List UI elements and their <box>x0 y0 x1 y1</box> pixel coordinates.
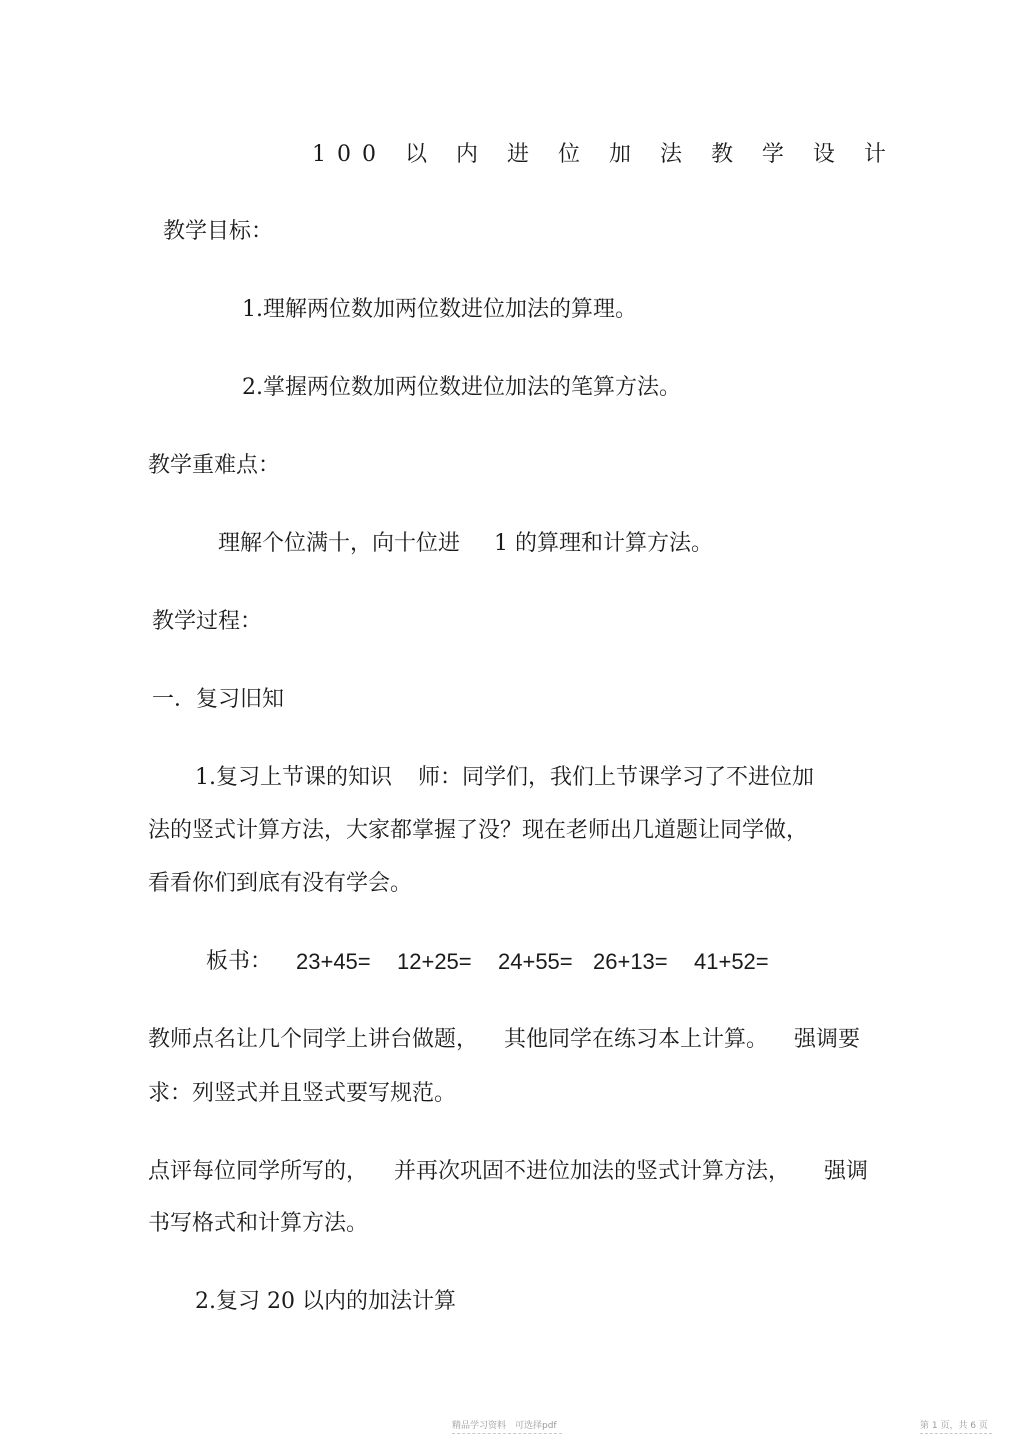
key-points-text-b: 1 的算理和计算方法。 <box>494 531 714 556</box>
footer-page-number: 第 1 页，共 6 页 <box>920 1421 988 1431</box>
paragraph-1-line-3: 看看你们到底有没有学会。 <box>148 871 413 896</box>
key-points-text-a: 理解个位满十，向十位进 <box>218 531 461 556</box>
board-item: 12+25= <box>397 949 472 974</box>
paragraph-1-line-2: 法的竖式计算方法，大家都掌握了没？现在老师出几道题让同学做， <box>148 818 809 843</box>
paragraph-1-line-1-a: 1.复习上节课的知识 <box>195 765 392 790</box>
board-item: 23+45= <box>296 949 371 974</box>
goals-heading: 教学目标： <box>163 219 274 244</box>
page-title: 100 以 内 进 位 加 法 教 学 设 计 <box>312 142 897 167</box>
paragraph-2-line-1-c: 强调要 <box>794 1027 861 1052</box>
footer-divider-left <box>452 1433 562 1434</box>
goal-item-2: 2.掌握两位数加两位数进位加法的笔算方法。 <box>242 375 681 400</box>
board-item: 41+52= <box>694 949 769 974</box>
paragraph-2-line-2: 求：列竖式并且竖式要写规范。 <box>148 1081 457 1106</box>
section-heading-review: 一．复习旧知 <box>152 687 285 712</box>
key-points-text <box>218 530 713 558</box>
paragraph-3-line-2: 书写格式和计算方法。 <box>148 1211 369 1236</box>
paragraph-3-line-1-c: 强调 <box>824 1159 869 1184</box>
paragraph-2-line-1 <box>148 1026 860 1054</box>
process-heading: 教学过程： <box>152 609 263 634</box>
board-item: 24+55= <box>498 949 573 974</box>
board-line <box>206 948 769 976</box>
paragraph-3-line-1 <box>148 1158 868 1186</box>
goal-item-1: 1.理解两位数加两位数进位加法的算理。 <box>242 297 637 322</box>
paragraph-2-line-1-b: 其他同学在练习本上计算。 <box>504 1027 769 1052</box>
board-label: 板书： <box>206 949 273 974</box>
key-points-heading: 教学重难点： <box>148 453 281 478</box>
paragraph-1-line-1-b: 师：同学们，我们上节课学习了不进位加 <box>418 765 815 790</box>
footer-divider-right <box>920 1433 992 1434</box>
paragraph-1-line-1 <box>195 764 814 792</box>
paragraph-3-line-1-b: 并再次巩固不进位加法的竖式计算方法， <box>394 1159 791 1184</box>
review-item-2: 2.复习 20 以内的加法计算 <box>195 1289 456 1314</box>
footer-source: 精品学习资料 可选择pdf <box>452 1421 557 1431</box>
paragraph-3-line-1-a: 点评每位同学所写的， <box>148 1159 369 1184</box>
board-item: 26+13= <box>593 949 668 974</box>
paragraph-2-line-1-a: 教师点名让几个同学上讲台做题， <box>148 1027 479 1052</box>
